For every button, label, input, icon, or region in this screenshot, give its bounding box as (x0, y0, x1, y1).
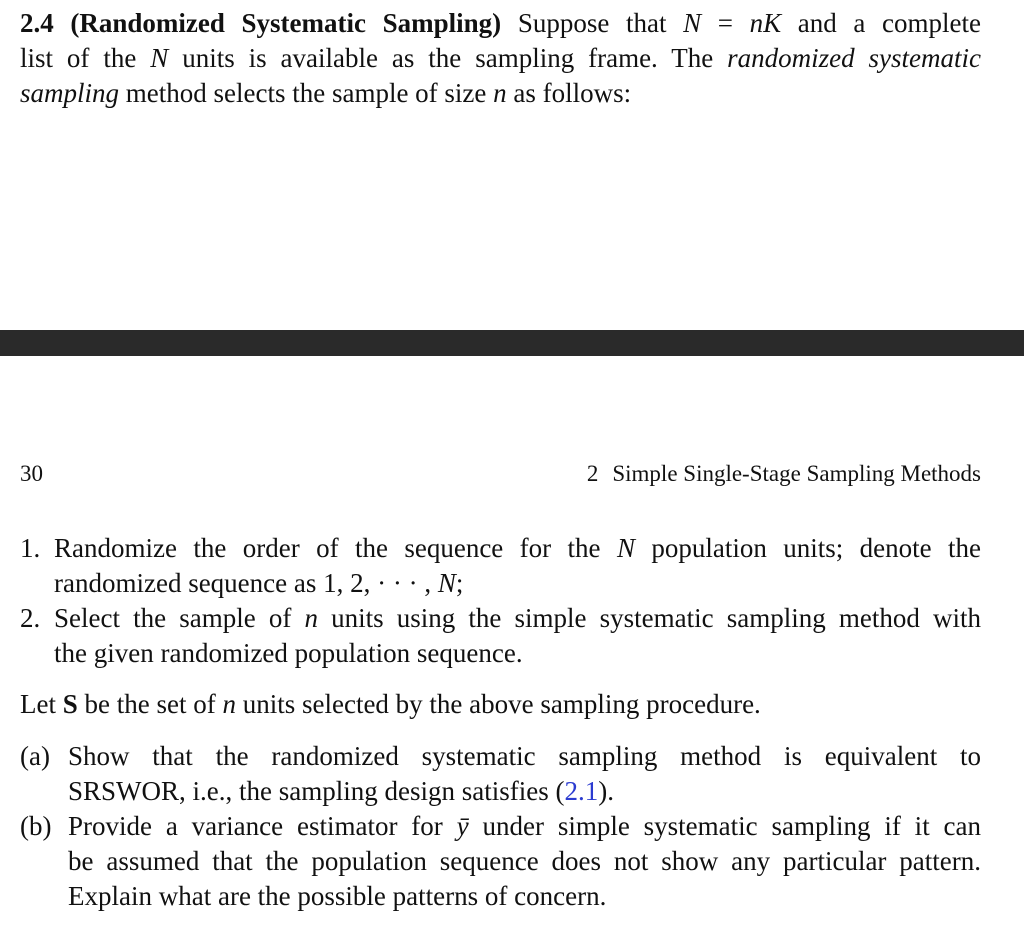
part-marker: (b) (20, 811, 52, 841)
chapter-running-head (587, 459, 981, 489)
part-b-item (20, 809, 981, 914)
step-marker: 2. (20, 603, 41, 633)
part-a-item (20, 739, 981, 809)
step-item-1 (20, 531, 981, 601)
part-b-line-2: be assumed that the population sequence does not show any particular pattern. (68, 846, 981, 876)
step-2-line-1: Select the sample of n units using the simple systematic sampling method with (54, 603, 981, 633)
step-item-2 (20, 601, 981, 671)
problem-heading: 2.4 (Randomized Systematic Sampling) (20, 8, 502, 38)
problem-statement-line-3: sampling method selects the sample of size n as follows: (20, 78, 632, 108)
page-number: 30 (20, 461, 43, 486)
page-break-divider (0, 330, 1024, 356)
problem-statement-line-2: list of the N units is available as the sampling frame. The randomized systematic (20, 43, 982, 73)
step-marker: 1. (20, 533, 41, 563)
part-a-line-2: SRSWOR, i.e., the sampling design satisfies (2.1). (68, 776, 614, 806)
part-marker: (a) (20, 741, 50, 771)
step-1-line-1: Randomize the order of the sequence for the N population units; denote the (54, 533, 982, 563)
chapter-number: 2 (586, 461, 599, 486)
part-a-line-1: Show that the randomized systematic sampling method is equivalent to (68, 741, 981, 771)
part-b-line-1: Provide a variance estimator for ȳ under simple systematic sampling if it can (68, 811, 982, 841)
part-b-line-3: Explain what are the possible patterns of concern. (68, 881, 607, 911)
problem-statement-line-1: 2.4 (Randomized Systematic Sampling) Suppose that N = nK and a complete (20, 8, 981, 38)
equation-reference-link[interactable]: 2.1 (564, 776, 599, 806)
step-2-line-2: the given randomized population sequence. (54, 638, 523, 668)
step-1-line-2: randomized sequence as 1, 2, · · · , N; (54, 568, 464, 598)
let-s-statement: Let S be the set of n units selected by the above sampling procedure. (20, 689, 761, 719)
chapter-title: Simple Single-Stage Sampling Methods (612, 461, 981, 486)
